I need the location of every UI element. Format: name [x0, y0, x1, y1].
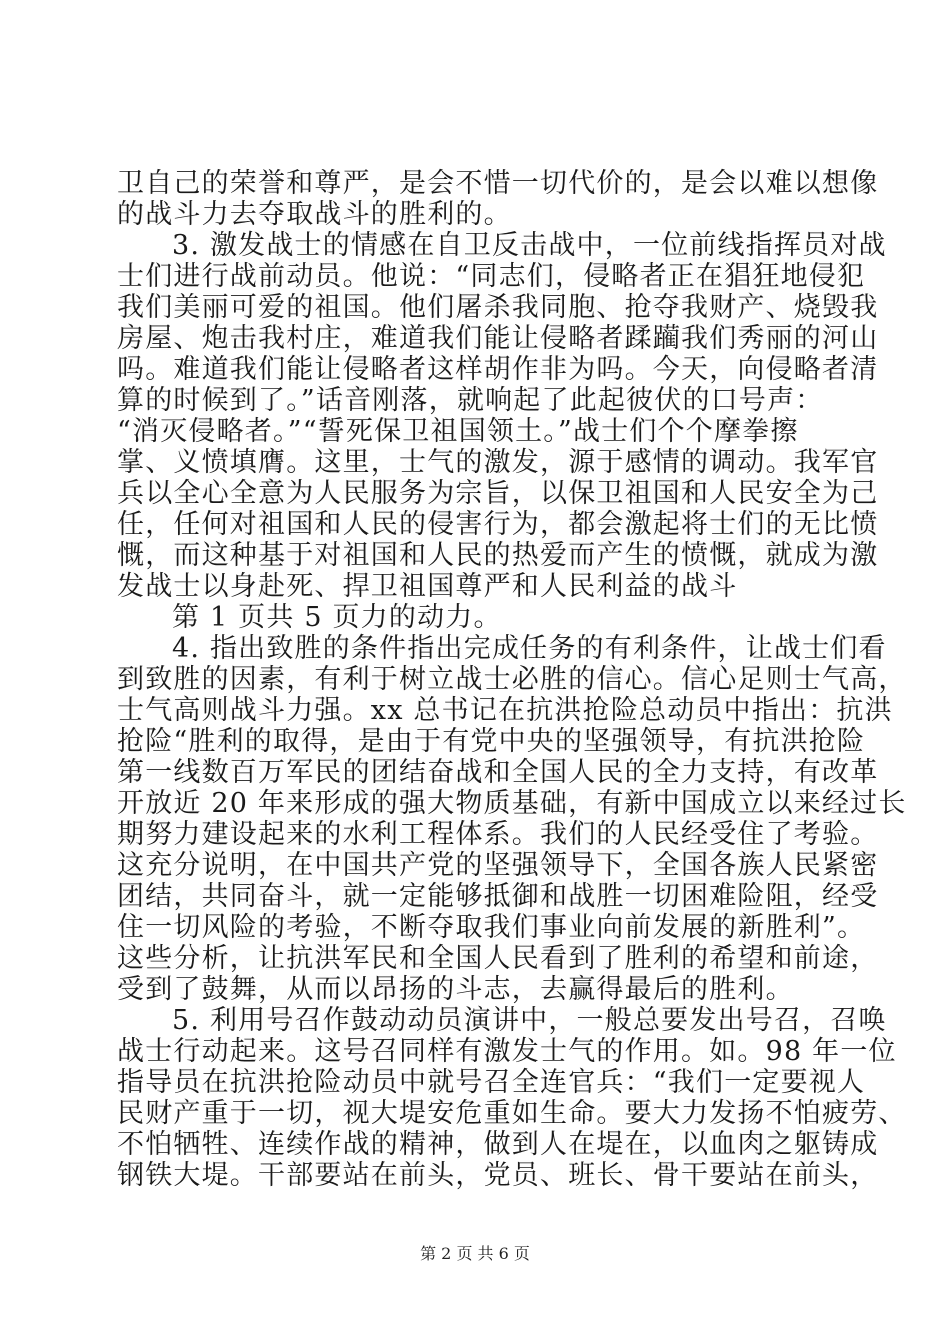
text-line: 士气高则战斗力强。xx 总书记在抗洪抢险总动员中指出：抗洪 [117, 695, 893, 726]
text-line: 这充分说明，在中国共产党的坚强领导下，全国各族人民紧密 [117, 850, 879, 881]
text-line: 团结，共同奋斗，就一定能够抵御和战胜一切困难险阻，经受 [117, 881, 879, 912]
text-line: 士们进行战前动员。他说：“同志们，侵略者正在猖狂地侵犯 [117, 261, 866, 292]
text-line: 到致胜的因素，有利于树立战士必胜的信心。信心足则士气高， [117, 664, 907, 695]
text-line: 慨，而这种基于对祖国和人民的热爱而产生的愤慨，就成为激 [117, 540, 879, 571]
text-line: 民财产重于一切，视大堤安危重如生命。要大力发扬不怕疲劳、 [117, 1098, 907, 1129]
text-line: 抢险“胜利的取得，是由于有党中央的坚强领导，有抗洪抢险 [117, 726, 866, 757]
text-line: 4. 指出致胜的条件指出完成任务的有利条件，让战士们看 [172, 633, 887, 664]
text-line: 战士行动起来。这号召同样有激发士气的作用。如。98 年一位 [117, 1036, 897, 1067]
text-line: 任，任何对祖国和人民的侵害行为，都会激起将士们的无比愤 [117, 509, 879, 540]
text-line: 住一切风险的考验，不断夺取我们事业向前发展的新胜利”。 [117, 912, 866, 943]
text-line: 兵以全心全意为人民服务为宗旨，以保卫祖国和人民安全为己 [117, 478, 879, 509]
text-line: 房屋、炮击我村庄，难道我们能让侵略者蹂躏我们秀丽的河山 [117, 323, 879, 354]
text-line: 吗。难道我们能让侵略者这样胡作非为吗。今天，向侵略者清 [117, 354, 879, 385]
text-line: 开放近 20 年来形成的强大物质基础，有新中国成立以来经过长 [117, 788, 907, 819]
text-line: 指导员在抗洪抢险动员中就号召全连官兵：“我们一定要视人 [117, 1067, 866, 1098]
text-line: 掌、义愤填膺。这里，士气的激发，源于感情的调动。我军官 [117, 447, 879, 478]
text-line: 受到了鼓舞，从而以昂扬的斗志，去赢得最后的胜利。 [117, 974, 794, 1005]
text-line: 第 1 页共 5 页力的动力。 [172, 602, 502, 633]
text-line: 这些分析，让抗洪军民和全国人民看到了胜利的希望和前途， [117, 943, 879, 974]
page-footer: 第 2 页 共 6 页 [420, 1244, 530, 1263]
text-line: 的战斗力去夺取战斗的胜利的。 [117, 199, 512, 230]
text-line: 卫自己的荣誉和尊严，是会不惜一切代价的，是会以难以想像 [117, 168, 879, 199]
text-line: 第一线数百万军民的团结奋战和全国人民的全力支持，有改革 [117, 757, 879, 788]
text-line: 我们美丽可爱的祖国。他们屠杀我同胞、抢夺我财产、烧毁我 [117, 292, 879, 323]
text-line: “消灭侵略者。”“誓死保卫祖国领土。”战士们个个摩拳擦 [117, 416, 799, 447]
text-line: 3. 激发战士的情感在自卫反击战中，一位前线指挥员对战 [172, 230, 887, 261]
text-line: 算的时候到了。”话音刚落，就响起了此起彼伏的口号声： [117, 385, 824, 416]
text-line: 期努力建设起来的水利工程体系。我们的人民经受住了考验。 [117, 819, 879, 850]
text-line: 5. 利用号召作鼓动动员演讲中，一般总要发出号召，召唤 [172, 1005, 887, 1036]
text-line: 钢铁大堤。干部要站在前头，党员、班长、骨干要站在前头， [117, 1160, 879, 1191]
text-line: 不怕牺牲、连续作战的精神，做到人在堤在，以血肉之躯铸成 [117, 1129, 879, 1160]
text-line: 发战士以身赴死、捍卫祖国尊严和人民利益的战斗 [117, 571, 738, 602]
document-body [117, 168, 907, 1191]
